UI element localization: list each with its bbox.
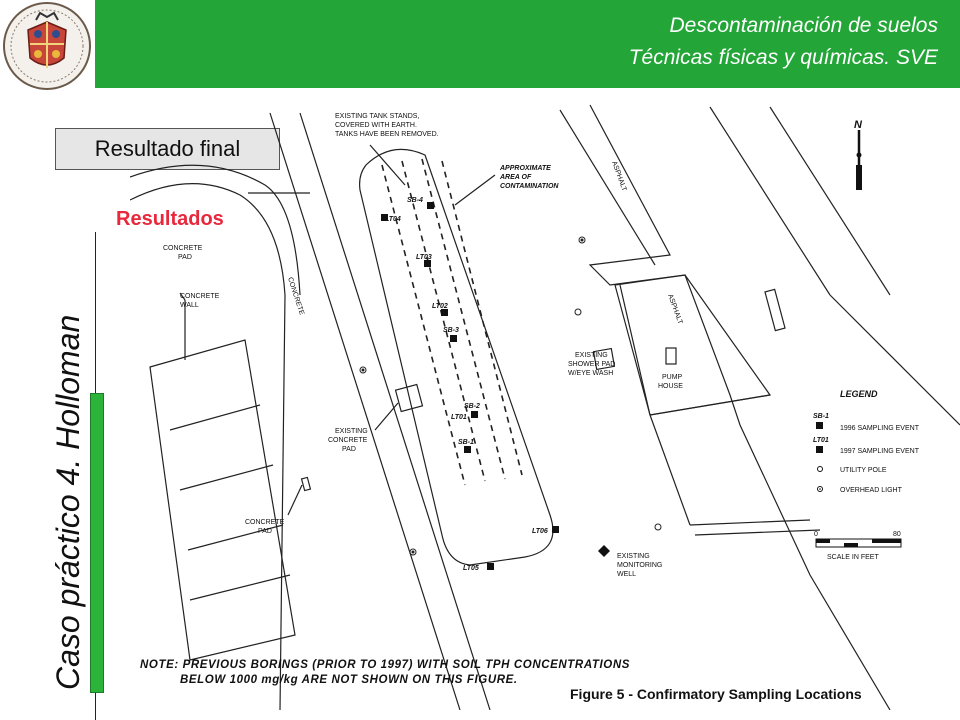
section-heading: Resultados [116,208,224,230]
university-seal-icon [0,0,95,92]
scale-label: SCALE IN FEET [827,554,879,561]
legend [813,389,920,494]
tank-note-line1: EXISTING TANK STANDS, [335,113,420,120]
result-tab-label: Resultado final [55,128,280,170]
legend-label: OVERHEAD LIGHT [840,487,902,494]
contamination-note-line3: CONTAMINATION [500,183,559,190]
tank-note-line2: COVERED WITH EARTH. [335,122,417,129]
concrete-pad-top-line2: PAD [178,254,192,261]
sample-label: LT03 [416,254,432,261]
monitoring-well-line1: EXISTING [617,553,650,560]
site-map-figure [130,95,960,710]
vertical-case-title: Caso práctico 4. Holloman [50,314,86,690]
pump-house-line2: HOUSE [658,383,683,390]
sample-label: LT06 [532,528,548,535]
monitoring-well-line3: WELL [617,571,637,578]
concrete-pad-bottom-line2: PAD [258,528,272,535]
asphalt-label-2: ASPHALT [666,293,684,326]
existing-pad-line3: PAD [342,446,356,453]
sample-label: SB-1 [458,439,474,446]
legend-label: UTILITY POLE [840,467,887,474]
header-bar [95,0,960,88]
legend-label: 1997 SAMPLING EVENT [840,448,919,455]
sample-label: LT02 [432,303,448,310]
asphalt-label-1: ASPHALT [610,160,628,193]
sample-label: SB-2 [464,403,480,410]
sample-label: LT01 [451,414,467,421]
north-arrow-icon [854,119,863,190]
note-line1: NOTE: PREVIOUS BORINGS (PRIOR TO 1997) WITH SOIL TPH CONCENTRATIONS [140,659,631,671]
north-label: N [854,119,862,131]
legend-code: SB-1 [813,413,829,420]
shower-pad-line2: SHOWER PAD [568,361,616,368]
pump-house-line1: PUMP [662,374,683,381]
monitoring-well-line2: MONITORING [617,562,663,569]
concrete-pad-top-line1: CONCRETE [163,245,203,252]
shower-pad-line3: W/EYE WASH [568,370,614,377]
sample-label: LT04 [385,216,401,223]
concrete-pad-bottom-line1: CONCRETE [245,519,285,526]
concrete-wall-line1: CONCRETE [180,293,220,300]
scale-end: 80 [893,531,901,538]
legend-label: 1996 SAMPLING EVENT [840,425,919,432]
existing-pad-line1: EXISTING [335,428,368,435]
concrete-wall-line2: WALL [180,302,199,309]
sidebar-accent-bar [90,393,104,693]
figure-caption: Figure 5 - Confirmatory Sampling Locations [570,686,862,702]
tank-note-line3: TANKS HAVE BEEN REMOVED. [335,131,439,138]
sample-label: SB-4 [407,197,423,204]
contamination-note-line1: APPROXIMATE [500,165,551,172]
sample-label: SB-3 [443,327,459,334]
legend-code: LT01 [813,437,829,444]
concrete-road-label: CONCRETE [286,276,305,316]
existing-pad-line2: CONCRETE [328,437,368,444]
header-title-line1: Descontaminación de suelos [669,14,938,37]
header-title-line2: Técnicas físicas y químicas. SVE [628,46,938,69]
shower-pad-line1: EXISTING [575,352,608,359]
sample-label: LT05 [463,565,479,572]
legend-title: LEGEND [840,389,878,399]
contamination-note-line2: AREA OF [500,174,532,181]
scale-bar [814,531,901,561]
scale-start: 0 [814,531,818,538]
note-line2: BELOW 1000 mg/kg ARE NOT SHOWN ON THIS FIGURE. [180,674,518,686]
